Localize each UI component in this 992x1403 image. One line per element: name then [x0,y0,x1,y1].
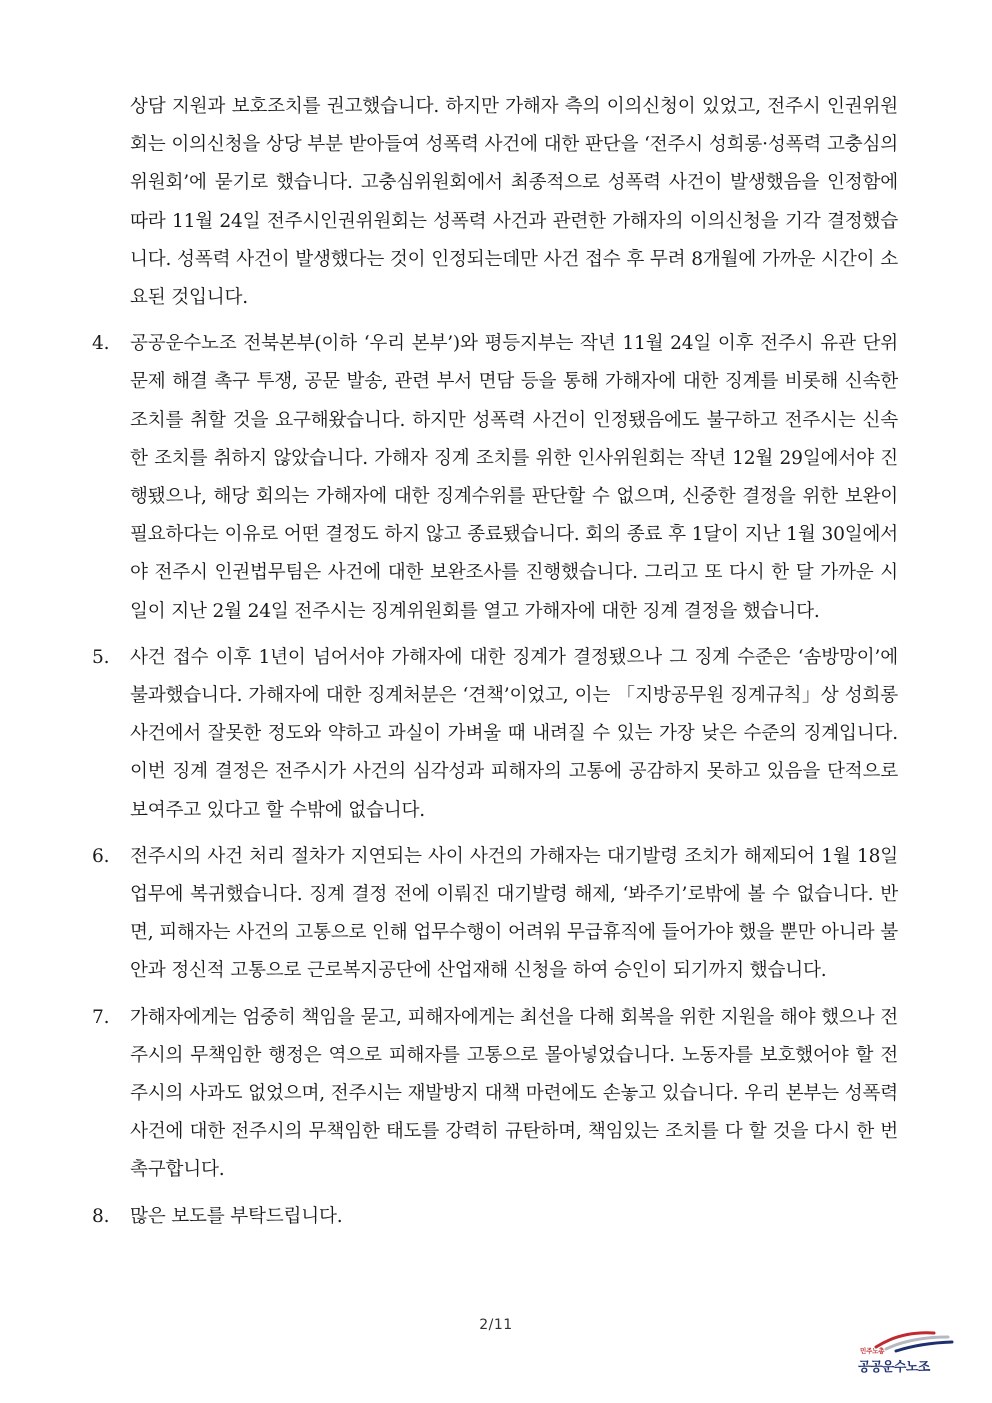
item-number: 4. [92,333,110,355]
list-item-5 [92,639,898,830]
item-text: 공공운수노조 전북본부(이하 ‘우리 본부’)와 평등지부는 작년 11월 24일 이후 전주시 유관 단위 문제 해결 촉구 투쟁, 공문 발송, 관련 부서 면담 등을 통해 가해자에 대한 징계를 비롯해 신속한 조치를 취할 것을 요구해왔습니다. 하지만 성폭력 사건이 인정됐음에도 불구하고 전주시는 신속한 조치를 취하지 않았습니다. 가해자 징계 조치를 위한 인사위원회는 작년 12월 29일에서야 진행됐으나, 해당 회의는 가해자에 대한 징계수위를 판단할 수 없으며, 신중한 결정을 위한 보완이 필요하다는 이유로 어떤 결정도 하지 않고 종료됐습니다. 회의 종료 후 1달이 지난 1월 30일에서야 전주시 인권법무팀은 사건에 대한 보완조사를 진행했습니다. 그리고 또 다시 한 달 가까운 시일이 지난 2월 24일 전주시는 징계위원회를 열고 가해자에 대한 징계 결정을 했습니다. [130,333,898,622]
item-text: 전주시의 사건 처리 절차가 지연되는 사이 사건의 가해자는 대기발령 조치가 해제되어 1월 18일 업무에 복귀했습니다. 징계 결정 전에 이뤄진 대기발령 해제, ‘봐주기’로밖에 볼 수 없습니다. 반면, 피해자는 사건의 고통으로 인해 업무수행이 어려워 무급휴직에 들어가야 했을 뿐만 아니라 불안과 정신적 고통으로 근로복지공단에 산업재해 신청을 하여 승인이 되기까지 했습니다. [130,845,898,982]
paragraph-3-continuation [92,88,898,317]
item-number: 7. [92,1006,110,1028]
item-text: 가해자에게는 엄중히 책임을 묻고, 피해자에게는 최선을 다해 회복을 위한 지원을 해야 했으나 전주시의 무책임한 행정은 역으로 피해자를 고통으로 몰아넣었습니다. 노동자를 보호했어야 할 전주시의 사과도 없었으며, 전주시는 재발방지 대책 마련에도 손놓고 있습니다. 우리 본부는 성폭력 사건에 대한 전주시의 무책임한 태도를 강력히 규탄하며, 책임있는 조치를 다 할 것을 다시 한 번 촉구합니다. [130,1006,898,1181]
list-item-8 [92,1198,898,1236]
list-item-7 [92,999,898,1190]
item-text: 사건 접수 이후 1년이 넘어서야 가해자에 대한 징계가 결정됐으나 그 징계 수준은 ‘솜방망이’에 불과했습니다. 가해자에 대한 징계처분은 ‘견책’이었고, 이는 「지방공무원 징계규칙」상 성희롱 사건에서 잘못한 정도와 약하고 과실이 가벼울 때 내려질 수 있는 가장 낮은 수준의 징계입니다. 이번 징계 결정은 전주시가 사건의 심각성과 피해자의 고통에 공감하지 못하고 있음을 단적으로 보여주고 있다고 할 수밖에 없습니다. [130,646,898,821]
logo-main-text: 공공운수노조 [858,1360,930,1375]
item-number: 6. [92,845,110,867]
union-logo [856,1327,956,1387]
paragraph-text: 상담 지원과 보호조치를 권고했습니다. 하지만 가해자 측의 이의신청이 있었고, 전주시 인권위원회는 이의신청을 상당 부분 받아들여 성폭력 사건에 대한 판단을 ‘전주시 성희롱·성폭력 고충심의위원회’에 묻기로 했습니다. 고충심위원회에서 최종적으로 성폭력 사건이 발생했음을 인정함에 따라 11월 24일 전주시인권위원회는 성폭력 사건과 관련한 가해자의 이의신청을 기각 결정했습니다. 성폭력 사건이 발생했다는 것이 인정되는데만 사건 접수 후 무려 8개월에 가까운 시간이 소요된 것입니다. [130,96,898,309]
item-number: 5. [92,646,110,668]
list-item-4 [92,325,898,631]
list-item-6 [92,838,898,991]
item-number: 8. [92,1205,110,1227]
document-body [92,88,898,1244]
logo-small-text: 민주노총 [860,1347,885,1355]
item-text: 많은 보도를 부탁드립니다. [130,1205,343,1227]
page-number: 2/11 [479,1317,513,1333]
